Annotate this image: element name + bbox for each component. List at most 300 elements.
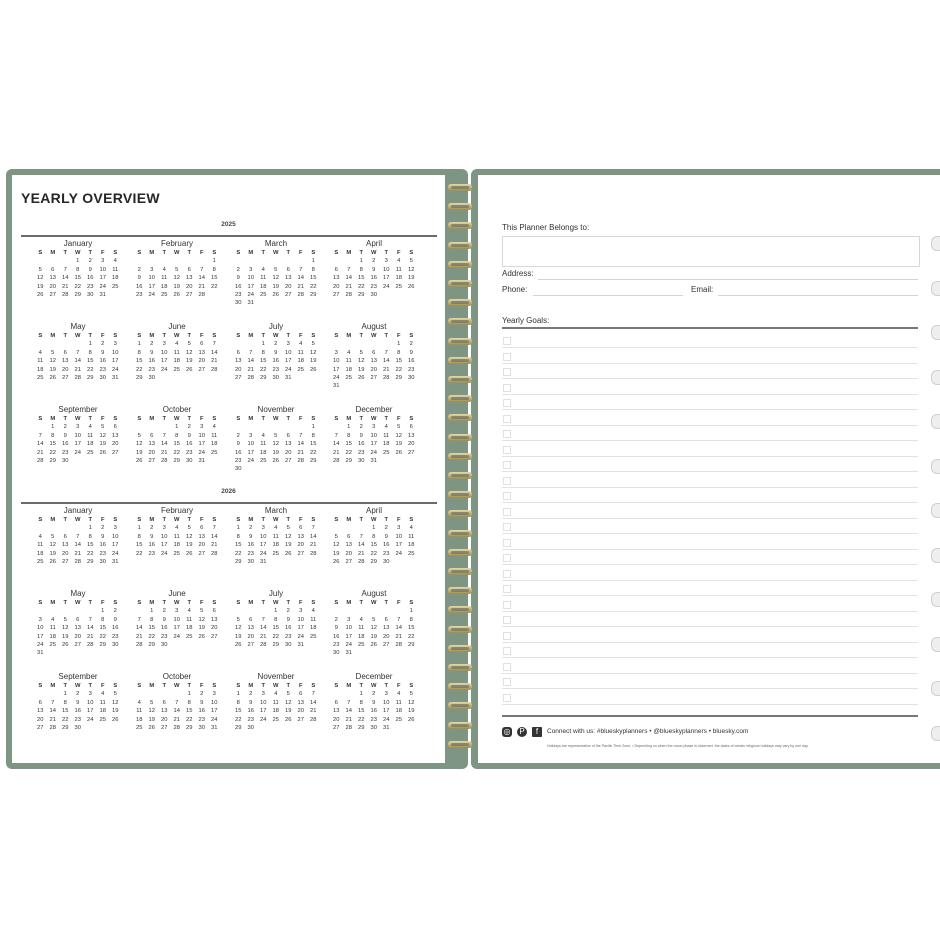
day-number: 4 <box>274 525 278 532</box>
spiral-coil <box>448 414 472 421</box>
month-calendar <box>133 321 221 382</box>
day-number: 20 <box>37 716 44 723</box>
day-number: 24 <box>99 283 106 290</box>
empty-day <box>330 340 343 348</box>
month-index-tab[interactable] <box>931 637 940 652</box>
day-number: 13 <box>383 625 390 632</box>
day-number: 17 <box>99 275 106 282</box>
month-index-tab[interactable] <box>931 370 940 385</box>
day-number: 20 <box>408 441 415 448</box>
day-number: 2 <box>286 608 290 615</box>
month-index-tab[interactable] <box>931 414 940 429</box>
day-number: 12 <box>408 699 415 706</box>
day-number: 14 <box>395 625 402 632</box>
day-number: 28 <box>136 642 143 649</box>
spiral-coil <box>448 434 472 441</box>
day-number: 30 <box>370 292 377 299</box>
day-number: 16 <box>99 542 106 549</box>
weekday-header: F <box>100 250 105 256</box>
day-number: 23 <box>99 550 106 557</box>
day-number: 2 <box>162 608 166 615</box>
day-number: 18 <box>260 449 267 456</box>
day-number: 28 <box>358 559 365 566</box>
weekday-header: T <box>162 517 167 523</box>
day-number: 22 <box>272 633 279 640</box>
day-number: 29 <box>260 375 267 382</box>
day-number: 18 <box>395 708 402 715</box>
spiral-coil <box>448 606 472 613</box>
day-number: 4 <box>409 525 413 532</box>
goal-line[interactable] <box>502 549 918 550</box>
weekday-header: W <box>75 683 81 689</box>
day-number: 18 <box>260 283 267 290</box>
goal-checkbox[interactable] <box>503 663 511 671</box>
goal-line[interactable] <box>502 595 918 596</box>
month-day-grid <box>34 332 122 382</box>
day-number: 30 <box>161 642 168 649</box>
day-number: 1 <box>76 258 80 265</box>
empty-day <box>133 423 146 431</box>
day-number: 6 <box>334 699 338 706</box>
day-number: 2 <box>200 691 204 698</box>
day-number: 17 <box>74 441 81 448</box>
day-number: 27 <box>370 375 377 382</box>
day-number: 25 <box>272 550 279 557</box>
social-footer: Connect with us: #blueskyplanners • @blueskyplanners • bluesky.com <box>547 728 749 735</box>
month-day-grid <box>232 682 320 732</box>
spiral-coil <box>448 741 472 748</box>
day-number: 17 <box>211 708 218 715</box>
goal-line[interactable] <box>502 642 918 643</box>
belongs-to-field[interactable] <box>502 236 920 267</box>
goal-checkbox[interactable] <box>503 353 511 361</box>
spiral-coil <box>448 222 472 229</box>
spiral-coil <box>448 587 472 594</box>
weekday-header: T <box>261 416 266 422</box>
day-number: 4 <box>384 424 388 431</box>
day-number: 10 <box>148 275 155 282</box>
day-number: 26 <box>408 283 415 290</box>
goal-checkbox[interactable] <box>503 415 511 423</box>
weekday-header: T <box>88 333 93 339</box>
day-number: 13 <box>37 708 44 715</box>
day-number: 4 <box>261 266 265 273</box>
weekday-header: S <box>334 416 339 422</box>
empty-day <box>232 340 245 348</box>
day-number: 1 <box>187 691 191 698</box>
weekday-header: S <box>311 250 316 256</box>
day-number: 1 <box>409 608 413 615</box>
day-number: 17 <box>87 708 94 715</box>
weekday-header: T <box>384 600 389 606</box>
goal-checkbox[interactable] <box>503 647 511 655</box>
day-number: 21 <box>345 283 352 290</box>
day-number: 29 <box>99 642 106 649</box>
day-number: 23 <box>358 449 365 456</box>
day-number: 30 <box>235 300 242 307</box>
day-number: 5 <box>38 266 42 273</box>
weekday-header: S <box>38 333 43 339</box>
day-number: 25 <box>136 725 143 732</box>
day-number: 7 <box>38 432 42 439</box>
day-number: 4 <box>212 424 216 431</box>
goal-checkbox[interactable] <box>503 601 511 609</box>
day-number: 27 <box>148 458 155 465</box>
spiral-coil <box>448 683 472 690</box>
weekday-header: T <box>63 683 68 689</box>
day-number: 12 <box>99 432 106 439</box>
day-number: 31 <box>383 725 390 732</box>
day-number: 24 <box>74 449 81 456</box>
day-number: 7 <box>162 432 166 439</box>
goal-checkbox[interactable] <box>503 461 511 469</box>
address-field[interactable] <box>538 279 918 280</box>
day-number: 22 <box>235 716 242 723</box>
day-number: 6 <box>63 533 67 540</box>
day-number: 31 <box>198 458 205 465</box>
empty-day <box>257 607 270 615</box>
day-number: 1 <box>137 341 141 348</box>
empty-day <box>380 607 393 615</box>
empty-day <box>34 340 47 348</box>
goal-line[interactable] <box>502 564 918 565</box>
day-number: 25 <box>99 716 106 723</box>
weekday-header: S <box>334 333 339 339</box>
day-number: 9 <box>334 625 338 632</box>
email-field[interactable] <box>718 295 918 296</box>
weekday-header: S <box>113 600 118 606</box>
day-number: 22 <box>87 550 94 557</box>
day-number: 26 <box>395 449 402 456</box>
weekday-header: M <box>346 250 352 256</box>
empty-day <box>282 257 295 265</box>
day-number: 27 <box>112 449 119 456</box>
month-calendar <box>34 238 122 299</box>
day-number: 13 <box>333 275 340 282</box>
day-number: 16 <box>112 625 119 632</box>
empty-day <box>158 423 171 431</box>
day-number: 11 <box>297 349 304 356</box>
goal-line[interactable] <box>502 580 918 581</box>
month-index-tab[interactable] <box>931 459 940 474</box>
day-number: 8 <box>261 349 265 356</box>
day-number: 10 <box>211 699 218 706</box>
day-number: 3 <box>249 432 253 439</box>
day-number: 11 <box>408 533 415 540</box>
day-number: 15 <box>74 275 81 282</box>
day-number: 14 <box>345 275 352 282</box>
goal-checkbox[interactable] <box>503 678 511 686</box>
goal-line[interactable] <box>502 611 918 612</box>
day-number: 10 <box>345 625 352 632</box>
goal-line[interactable] <box>502 471 918 472</box>
day-number: 5 <box>334 533 338 540</box>
spiral-coil <box>448 472 472 479</box>
day-number: 20 <box>62 366 69 373</box>
day-number: 24 <box>148 292 155 299</box>
day-number: 31 <box>112 559 119 566</box>
day-number: 18 <box>186 625 193 632</box>
day-number: 27 <box>49 292 56 299</box>
month-index-tab[interactable] <box>931 236 940 251</box>
goal-checkbox[interactable] <box>503 539 511 547</box>
weekday-header: S <box>236 683 241 689</box>
day-number: 19 <box>235 633 242 640</box>
day-number: 16 <box>383 542 390 549</box>
day-number: 22 <box>148 633 155 640</box>
day-number: 31 <box>285 375 292 382</box>
day-number: 5 <box>397 424 401 431</box>
day-number: 16 <box>272 358 279 365</box>
goal-line[interactable] <box>502 688 918 689</box>
pinterest-icon[interactable]: P <box>517 727 527 737</box>
day-number: 13 <box>62 358 69 365</box>
goal-checkbox[interactable] <box>503 430 511 438</box>
weekday-header: W <box>371 683 377 689</box>
empty-day <box>232 257 245 265</box>
instagram-icon[interactable]: ◎ <box>503 727 511 736</box>
email-label: Email: <box>691 285 714 294</box>
goal-line[interactable] <box>502 347 918 348</box>
month-calendar <box>330 238 418 299</box>
weekday-header: F <box>199 250 204 256</box>
month-name: November <box>257 672 295 681</box>
day-number: 6 <box>286 266 290 273</box>
day-number: 17 <box>37 633 44 640</box>
goal-line[interactable] <box>502 626 918 627</box>
day-number: 2 <box>150 525 154 532</box>
month-index-tab[interactable] <box>931 681 940 696</box>
day-number: 5 <box>274 266 278 273</box>
day-number: 21 <box>260 633 267 640</box>
day-number: 28 <box>62 292 69 299</box>
day-number: 13 <box>370 358 377 365</box>
day-number: 1 <box>175 424 179 431</box>
month-day-grid <box>330 249 418 299</box>
goal-line[interactable] <box>502 409 918 410</box>
day-number: 25 <box>173 366 180 373</box>
day-number: 15 <box>49 441 56 448</box>
day-number: 8 <box>359 266 363 273</box>
day-number: 2 <box>76 691 80 698</box>
month-name: November <box>257 405 295 414</box>
goal-checkbox[interactable] <box>503 632 511 640</box>
footer-divider <box>502 715 918 717</box>
day-number: 15 <box>87 358 94 365</box>
empty-day <box>146 423 159 431</box>
weekday-header: S <box>409 600 414 606</box>
day-number: 30 <box>285 642 292 649</box>
month-day-grid <box>232 516 320 566</box>
weekday-header: S <box>409 416 414 422</box>
month-day-grid <box>232 249 320 308</box>
weekday-header: F <box>396 683 401 689</box>
day-number: 18 <box>37 550 44 557</box>
goal-checkbox[interactable] <box>503 616 511 624</box>
day-number: 8 <box>236 533 240 540</box>
goal-checkbox[interactable] <box>503 694 511 702</box>
day-number: 27 <box>235 375 242 382</box>
day-number: 12 <box>285 533 292 540</box>
day-number: 1 <box>397 341 401 348</box>
day-number: 6 <box>38 699 42 706</box>
goal-checkbox[interactable] <box>503 399 511 407</box>
day-number: 6 <box>299 691 303 698</box>
day-number: 16 <box>148 358 155 365</box>
day-number: 13 <box>345 542 352 549</box>
day-number: 16 <box>247 708 254 715</box>
weekday-header: S <box>236 517 241 523</box>
empty-day <box>47 340 60 348</box>
day-number: 20 <box>247 633 254 640</box>
facebook-icon[interactable]: f <box>532 727 542 737</box>
goal-checkbox[interactable] <box>503 446 511 454</box>
day-number: 30 <box>99 375 106 382</box>
day-number: 9 <box>384 533 388 540</box>
weekday-header: F <box>199 600 204 606</box>
goal-line[interactable] <box>502 378 918 379</box>
day-number: 28 <box>49 725 56 732</box>
weekday-header: S <box>113 250 118 256</box>
day-number: 11 <box>358 625 365 632</box>
goal-line[interactable] <box>502 425 918 426</box>
month-calendar <box>34 588 122 658</box>
day-number: 11 <box>49 625 56 632</box>
day-number: 2 <box>63 424 67 431</box>
day-number: 24 <box>112 550 119 557</box>
day-number: 26 <box>112 716 119 723</box>
month-index-tab[interactable] <box>931 726 940 741</box>
day-number: 4 <box>175 341 179 348</box>
month-index-tab[interactable] <box>931 592 940 607</box>
day-number: 21 <box>310 542 317 549</box>
day-number: 5 <box>359 349 363 356</box>
day-number: 3 <box>261 525 265 532</box>
day-number: 5 <box>311 341 315 348</box>
weekday-header: T <box>261 333 266 339</box>
day-number: 20 <box>211 625 218 632</box>
goal-line[interactable] <box>502 657 918 658</box>
goal-checkbox[interactable] <box>503 337 511 345</box>
goal-checkbox[interactable] <box>503 384 511 392</box>
goal-checkbox[interactable] <box>503 368 511 376</box>
weekday-header: S <box>334 517 339 523</box>
goal-line[interactable] <box>502 363 918 364</box>
goal-line[interactable] <box>502 704 918 705</box>
goal-line[interactable] <box>502 502 918 503</box>
day-number: 5 <box>175 266 179 273</box>
day-number: 6 <box>299 525 303 532</box>
goal-line[interactable] <box>502 518 918 519</box>
day-number: 18 <box>173 358 180 365</box>
day-number: 7 <box>347 699 351 706</box>
goal-checkbox[interactable] <box>503 508 511 516</box>
day-number: 27 <box>285 292 292 299</box>
goal-checkbox[interactable] <box>503 554 511 562</box>
day-number: 24 <box>247 292 254 299</box>
weekday-header: W <box>273 517 279 523</box>
day-number: 4 <box>38 533 42 540</box>
day-number: 26 <box>148 725 155 732</box>
weekday-header: M <box>248 683 254 689</box>
month-index-tab[interactable] <box>931 325 940 340</box>
weekday-header: F <box>396 250 401 256</box>
day-number: 31 <box>247 300 254 307</box>
month-index-tab[interactable] <box>931 281 940 296</box>
goal-line[interactable] <box>502 673 918 674</box>
goal-line[interactable] <box>502 487 918 488</box>
weekday-header: M <box>346 683 352 689</box>
weekday-header: S <box>137 250 142 256</box>
day-number: 25 <box>383 449 390 456</box>
day-number: 30 <box>247 559 254 566</box>
day-number: 27 <box>198 366 205 373</box>
day-number: 8 <box>347 432 351 439</box>
goal-checkbox[interactable] <box>503 523 511 531</box>
day-number: 5 <box>63 616 67 623</box>
day-number: 4 <box>261 432 265 439</box>
goal-line[interactable] <box>502 440 918 441</box>
weekday-header: W <box>174 683 180 689</box>
weekday-header: M <box>149 333 155 339</box>
phone-field[interactable] <box>533 295 683 296</box>
day-number: 24 <box>383 283 390 290</box>
day-number: 21 <box>383 366 390 373</box>
day-number: 27 <box>74 642 81 649</box>
day-number: 24 <box>112 366 119 373</box>
goal-line[interactable] <box>502 456 918 457</box>
day-number: 3 <box>76 424 80 431</box>
day-number: 1 <box>150 608 154 615</box>
month-name: December <box>355 405 393 414</box>
weekday-header: M <box>50 683 56 689</box>
day-number: 11 <box>272 699 279 706</box>
goal-checkbox[interactable] <box>503 570 511 578</box>
day-number: 28 <box>345 292 352 299</box>
day-number: 3 <box>162 341 166 348</box>
day-number: 19 <box>136 449 143 456</box>
day-number: 12 <box>198 616 205 623</box>
weekday-header: W <box>371 600 377 606</box>
goal-checkbox[interactable] <box>503 585 511 593</box>
month-calendar <box>232 404 320 474</box>
goal-checkbox[interactable] <box>503 477 511 485</box>
weekday-header: F <box>199 517 204 523</box>
day-number: 28 <box>297 458 304 465</box>
day-number: 7 <box>200 266 204 273</box>
day-number: 16 <box>408 358 415 365</box>
day-number: 4 <box>51 616 55 623</box>
day-number: 3 <box>249 266 253 273</box>
empty-day <box>330 257 343 265</box>
goal-checkbox[interactable] <box>503 492 511 500</box>
day-number: 15 <box>272 625 279 632</box>
day-number: 27 <box>285 458 292 465</box>
month-index-tab[interactable] <box>931 548 940 563</box>
day-number: 10 <box>285 349 292 356</box>
goal-line[interactable] <box>502 533 918 534</box>
day-number: 12 <box>272 441 279 448</box>
weekday-header: S <box>113 416 118 422</box>
goal-line[interactable] <box>502 394 918 395</box>
month-index-tab[interactable] <box>931 503 940 518</box>
spiral-coil <box>448 357 472 364</box>
weekday-header: S <box>137 416 142 422</box>
weekday-header: S <box>311 517 316 523</box>
weekday-header: T <box>359 416 364 422</box>
weekday-header: M <box>50 517 56 523</box>
day-number: 20 <box>370 366 377 373</box>
